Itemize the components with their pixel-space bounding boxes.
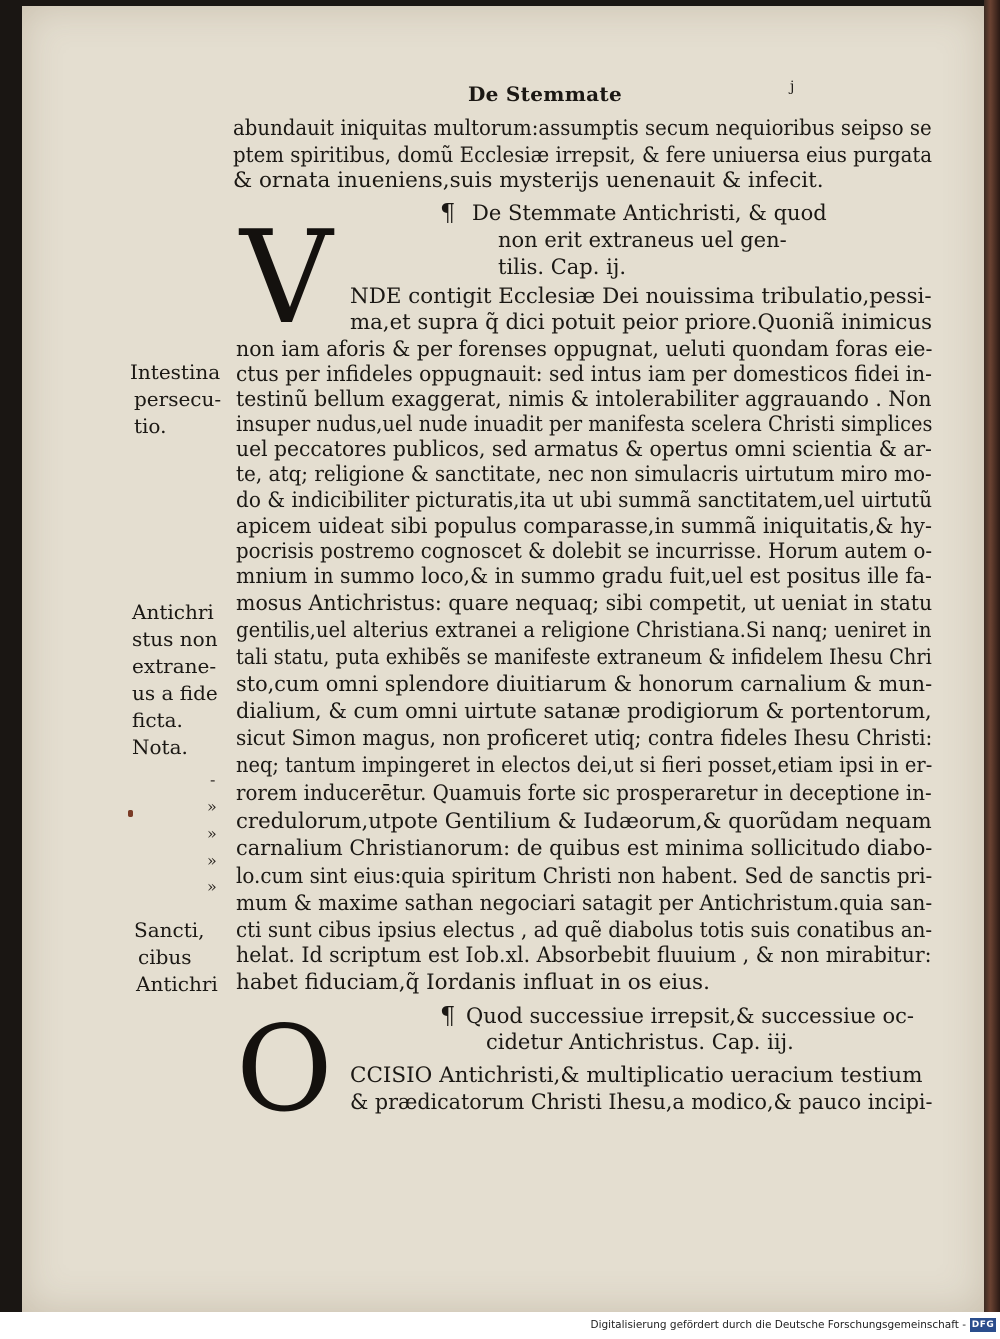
text-line: testinũ bellum exaggerat, nimis & intolerabiliter aggrauando . Non	[236, 387, 932, 412]
quote-mark: »	[207, 797, 217, 816]
text-line: ctus per infideles oppugnauit: sed intus iam per domesticos fidei in-	[236, 362, 932, 387]
text-line: rorem inducerētur. Quamuis forte sic prosperaretur in deceptione in-	[236, 781, 932, 806]
text-line: helat. Id scriptum est Iob.xl. Absorbebit fluuium , & non mirabitur:	[236, 943, 932, 968]
chapter-heading-line: cidetur Antichristus. Cap. iij.	[486, 1030, 794, 1054]
margin-note-line: tio.	[134, 414, 167, 438]
margin-note-line: ficta.	[132, 708, 183, 732]
text-line: mosus Antichristus: quare nequaq; sibi competit, ut ueniat in statu	[236, 591, 933, 616]
quote-mark: »	[207, 877, 217, 896]
text-line: do & indicibiliter picturatis,ita ut ubi summã sanctitatem,uel uirtutũ	[236, 488, 932, 513]
drop-cap-initial: V	[240, 204, 333, 353]
margin-note-line: Antichri	[136, 972, 218, 996]
quote-mark: -	[210, 770, 216, 789]
text-line: habet fiduciam,q̃ Iordanis influat in os eius.	[236, 970, 710, 995]
text-line: gentilis,uel alterius extranei a religione Christiana.Si nanq; ueniret in	[236, 618, 932, 643]
text-line: te, atq; religione & sanctitate, nec non simulacris uirtutum miro mo-	[236, 462, 932, 487]
text-line: credulorum,utpote Gentilium & Iudæorum,& quorũdam nequam	[236, 809, 932, 834]
chapter-heading-line: Quod successiue irrepsit,& successiue oc-	[466, 1004, 914, 1028]
footer-bar	[0, 1312, 1000, 1339]
intro-line: & ornata inueniens,suis mysterijs uenenauit & infecit.	[233, 168, 824, 193]
text-line: dialium, & cum omni uirtute satanæ prodigiorum & portentorum,	[236, 699, 932, 724]
text-line: lo.cum sint eius:quia spiritum Christi non habent. Sed de sanctis pri-	[236, 864, 933, 889]
pilcrow-mark: ¶	[440, 1002, 456, 1030]
text-line: neq; tantum impingeret in electos dei,ut si fieri posset,etiam ipsi in er-	[236, 753, 933, 778]
text-line: carnalium Christianorum: de quibus est minima sollicitudo diabo-	[236, 836, 933, 861]
margin-note-line: persecu-	[134, 387, 222, 411]
drop-cap-initial: O	[236, 1000, 333, 1138]
text-line: pocrisis postremo cognoscet & dolebit se incurrisse. Horum autem o-	[236, 539, 933, 564]
margin-note-line: Intestina	[130, 360, 221, 384]
text-line: sto,cum omni splendore diuitiarum & honorum carnalium & mun-	[236, 672, 933, 697]
text-line: cti sunt cibus ipsius electus , ad quẽ diabolus totis suis conatibus an-	[236, 918, 933, 943]
margin-note-line: cibus	[138, 945, 192, 969]
text-line: uel peccatores publicos, sed armatus & opertus omni scientia & ar-	[236, 437, 932, 462]
funding-credit: Digitalisierung gefördert durch die Deutsche Forschungsgemeinschaft -	[590, 1319, 966, 1331]
text-line: tali statu, puta exhibẽs se manifeste extraneum & infidelem Ihesu Chri	[236, 645, 932, 670]
text-line: & prædicatorum Christi Ihesu,a modico,& pauco incipi-	[350, 1090, 933, 1115]
margin-note-line: Antichri	[132, 600, 214, 624]
quote-mark: »	[207, 824, 217, 843]
margin-note-line: Nota.	[132, 735, 188, 759]
chapter-heading-line: De Stemmate Antichristi, & quod	[472, 201, 827, 225]
text-line: CCISIO Antichristi,& multiplicatio ueracium testium	[350, 1063, 923, 1088]
quote-mark: »	[207, 851, 217, 870]
text-line: mum & maxime sathan negociari satagit per Antichristum.quia san-	[236, 891, 933, 916]
text-line: insuper nudus,uel nude inuadit per manifesta scelera Christi simplices	[236, 412, 933, 437]
margin-note-line: us a fide	[132, 681, 218, 705]
running-head: De Stemmate	[468, 82, 622, 106]
text-line: ma,et supra q̃ dici potuit peior priore.Quoniã inimicus	[350, 310, 933, 335]
margin-note-line: stus non	[132, 627, 218, 651]
margin-note-line: Sancti,	[134, 918, 205, 942]
folio-mark: j	[790, 79, 795, 95]
intro-line: abundauit iniquitas multorum:assumptis secum nequioribus seipso se	[233, 116, 932, 141]
text-line: mnium in summo loco,& in summo gradu fuit,uel est positus ille fa-	[236, 564, 932, 589]
text-line: sicut Simon magus, non proficeret utiq; contra fideles Ihesu Christi:	[236, 726, 933, 751]
text-line: NDE contigit Ecclesiæ Dei nouissima tribulatio,pessi-	[350, 284, 932, 309]
text-line: non iam aforis & per forenses oppugnat, ueluti quondam foras eie-	[236, 337, 933, 362]
pilcrow-mark: ¶	[440, 199, 456, 227]
ink-spot	[128, 810, 133, 817]
dfg-logo: DFG	[971, 1320, 995, 1330]
margin-note-line: extrane-	[132, 654, 217, 678]
book-spine-edge	[984, 0, 1000, 1312]
intro-line: ptem spiritibus, domũ Ecclesiæ irrepsit, & fere uniuersa eius purgata	[233, 143, 933, 168]
text-line: apicem uideat sibi populus comparasse,in summã iniquitatis,& hy-	[236, 514, 932, 539]
chapter-heading-line: non erit extraneus uel gen-	[498, 228, 787, 252]
chapter-heading-line: tilis. Cap. ij.	[498, 255, 626, 279]
